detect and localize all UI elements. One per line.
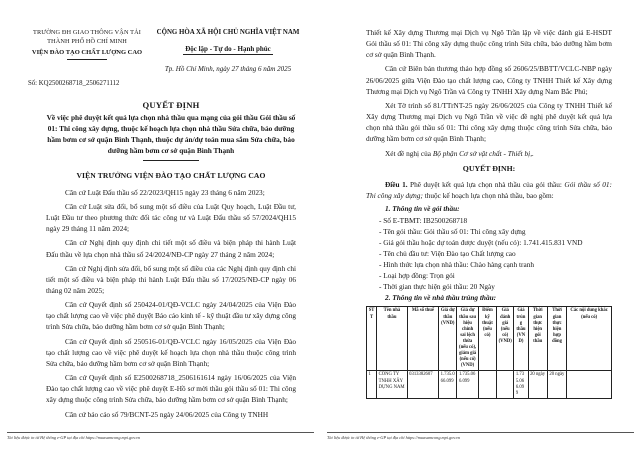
- table-cell-stt: 1: [367, 371, 377, 398]
- national-header-block: [146, 29, 306, 73]
- article-1-tail: thuộc kế hoạch lựa chọn nhà thầu, bao gồm:: [422, 190, 554, 200]
- info-item: - Thời gian thực hiện gói thầu: 20 Ngày: [379, 281, 495, 291]
- table-row: [367, 371, 612, 398]
- national-motto: Độc lập - Tự do - Hạnh phúc: [183, 45, 273, 56]
- info-item: - Tên gói thầu: Gói thầu số 01: Thi công xây dựng: [379, 226, 526, 236]
- article-1-text: Phê duyệt kết quả lựa chọn nhà thầu của gói thầu:: [407, 179, 565, 189]
- winning-bidder-table: [366, 306, 612, 399]
- table-cell-tax-code: 0313382607: [407, 371, 439, 398]
- decision-title: QUYẾT ĐỊNH: [142, 99, 200, 110]
- title-block: [46, 100, 296, 180]
- table-header-cell: Thời gian thực hiện gói thầu: [528, 307, 547, 371]
- legal-basis-paragraph: Căn cứ Luật sửa đổi, bổ sung một số điều của Luật Quy hoạch, Luật Đầu tư, Luật Đầu tư theo phương thức đối tác công tư và Luật Đấu thầu số 57/2024/QH15 ngày 29 tháng 11 năm 2024;: [46, 201, 296, 234]
- page-footer-note: Tài liệu được in từ Hệ thống e-GP tại địa chỉ https://muasamcong.mpi.gov.vn: [7, 432, 314, 440]
- table-header-cell: Điểm kỹ thuật (nếu có): [478, 307, 496, 371]
- doc-number: Số: KQ2500268718_2506271112: [28, 79, 120, 87]
- page2-body: [366, 27, 612, 399]
- legal-basis-paragraph: Căn cứ Quyết định số 250424-01/QĐ-VCLC ngày 24/04/2025 của Viện Đào tạo chất lượng cao về việc phê duyệt Báo cáo kinh tế - kỹ thuật đầu tư xây dựng công trình Sửa chữa, bảo dưỡng hầm bơm cơ sở quận Bình Thạnh;: [46, 300, 296, 332]
- table-cell-other: [567, 371, 612, 398]
- proposal-italic: Bộ phận Cơ sở vật chất - Thiết bị,.: [432, 148, 534, 158]
- section-1-heading: 1. Thông tin về gói thầu:: [385, 203, 460, 213]
- decision-subtitle: Về việc phê duyệt kết quả lựa chọn nhà thầu qua mạng của gói thầu Gói thầu số 01: Thi công xây dựng, thuộc kế hoạch lựa chọn nhà thầu Sửa chữa, bảo dưỡng hầm bơm cơ sở quận Bình Thạnh, thuộc dự án/dự toán mua sắm Sửa chữa, bảo dưỡng hầm bơm cơ sở quận Bình Thạnh: [46, 112, 296, 155]
- legal-basis-paragraph: Căn cứ báo cáo số 79/BCNT-25 ngày 24/06/2025 của Công ty TNHH: [65, 409, 269, 419]
- table-header-cell: Giá dự thầu (VND): [439, 307, 457, 371]
- legal-basis-paragraph: Căn cứ Quyết định số 250516-01/QĐ-VCLC ngày 16/05/2025 của Viện Đào tạo chất lượng cao về việc phê duyệt kế hoạch lựa chọn nhà thầu thuộc công trình Sửa chữa, bảo dưỡng hầm bơm cơ sở quận Bình Thạnh;: [46, 336, 296, 368]
- legal-basis-paragraph: Căn cứ Quyết định số E2500268718_2506161614 ngày 16/06/2025 của Viện Đào tạo chất lượng cao về việc phê duyệt E-Hồ sơ mời thầu gói thầu số 01: Thi công xây dựng thuộc công trình Sửa chữa, bảo dưỡng hầm bơm cơ sở quận Bình Thạnh;: [46, 373, 296, 405]
- article-1: [366, 179, 612, 201]
- table-header-cell: Mã số thuế: [407, 307, 439, 371]
- table-cell-evaluated-price: [497, 371, 514, 398]
- info-item: - Giá gói thầu hoặc dự toán được duyệt (nếu có): 1.741.415.831 VND: [379, 237, 583, 247]
- table-cell-adjusted-price: 1.735.066.099: [457, 371, 478, 398]
- table-header-cell: Giá dự thầu sau hiệu chỉnh sai lệch thừa (nếu có), giảm giá (nếu có) (VND): [457, 307, 478, 371]
- table-cell-tech-score: [478, 371, 496, 398]
- info-item: - Số E-TBMT: IB2500268718: [379, 215, 468, 225]
- legal-basis-paragraph: Căn cứ Luật Đấu thầu số 22/2023/QH15 ngày 23 tháng 6 năm 2023;: [65, 187, 265, 197]
- table-cell-bidder-name: CÔNG TY TNHH XÂY DỰNG NAM: [377, 371, 407, 398]
- legal-basis-paragraph: Căn cứ Nghị định quy định chi tiết một số điều và biện pháp thi hành Luật Đấu thầu về lựa chọn nhà thầu số 24/2024/NĐ-CP ngày 27 tháng 2 năm 2024;: [46, 238, 296, 259]
- article-1-italic: Gói thầu số 01: Thi công xây dựng;: [366, 179, 612, 200]
- table-header-cell: Các nội dung khác (nếu có): [567, 307, 612, 371]
- parent-org-name: TRƯỜNG ĐH GIAO THÔNG VẬN TẢI THÀNH PHỐ HỒ CHÍ MINH: [33, 29, 141, 45]
- place-date: Tp. Hồ Chí Minh, ngày 27 tháng 6 năm 2025: [164, 64, 292, 73]
- page-2: [320, 0, 640, 452]
- table-cell-winning-price: 1.735.066.099: [514, 371, 528, 398]
- table-header-cell: Thời gian thực hiện hợp đồng: [547, 307, 566, 371]
- national-title: CỘNG HÒA XÃ HỘI CHỦ NGHĨA VIỆT NAM: [156, 29, 300, 36]
- article-1-label: Điều 1.: [385, 179, 408, 189]
- info-item: - Hình thức lựa chọn nhà thầu: Chào hàng cạnh tranh: [379, 259, 535, 269]
- body-paragraph: Thiết kế Xây dựng Thương mại Dịch vụ Ngô Trần lập về việc đánh giá E-HSDT Gói thầu số 01: Thi công xây dựng thuộc công trình Sửa chữa, bảo dưỡng hầm bơm cơ sở quận Bình Thạnh.: [366, 28, 612, 60]
- issuing-org-block: [28, 29, 146, 73]
- table-cell-contract-duration: 20 ngày: [547, 371, 566, 398]
- proposal-prefix: Xét đề nghị của: [385, 148, 433, 158]
- proposal-line: [366, 148, 612, 159]
- table-header-row: [367, 307, 612, 371]
- page1-header: [28, 29, 306, 73]
- table-cell-bid-price: 1.735.066.099: [439, 371, 457, 398]
- table-header-cell: Giá trúng thầu (VND): [514, 307, 528, 371]
- table-header-cell: STT: [367, 307, 377, 371]
- section-2-heading: 2. Thông tin về nhà thầu trúng thầu:: [385, 293, 497, 303]
- page-footer-note: Tài liệu được in từ Hệ thống e-GP tại địa chỉ https://muasamcong.mpi.gov.vn: [327, 432, 634, 440]
- table-cell-duration: 20 ngày: [528, 371, 547, 398]
- legal-basis-paragraph: Căn cứ Nghị định sửa đổi, bổ sung một số điều của các Nghị định quy định chi tiết một số điều và biện pháp thi hành Luật Đấu thầu số 17/2025/NĐ-CP ngày 06 tháng 02 năm 2025;: [46, 263, 296, 295]
- table-header-cell: Tên nhà thầu: [377, 307, 407, 371]
- page1-body: [46, 187, 296, 420]
- decision-heading: QUYẾT ĐỊNH:: [462, 163, 516, 173]
- title-underline: [143, 160, 199, 161]
- table-header-cell: Giá đánh giá (nếu có) (VND): [497, 307, 514, 371]
- authority-title: VIỆN TRƯỞNG VIỆN ĐÀO TẠO CHẤT LƯỢNG CAO: [76, 170, 266, 180]
- info-item: - Loại hợp đồng: Trọn gói: [379, 270, 455, 280]
- info-item: - Tên chủ đầu tư: Viện Đào tạo Chất lượng cao: [379, 248, 516, 258]
- body-paragraph: Xét Tờ trình số 81/TTrNT-25 ngày 26/06/2025 của Công ty TNHH Thiết kế Xây dựng Thương mại Dịch vụ Ngô Trần về việc đề nghị phê duyệt kết quả lựa chọn nhà thầu gói thầu số 01: Thi công xây dựng thuộc công trình Sửa chữa, bảo dưỡng hầm bơm cơ sở quận Bình Thạnh;: [366, 100, 612, 144]
- org-name: VIỆN ĐÀO TẠO CHẤT LƯỢNG CAO: [31, 48, 143, 56]
- body-paragraph: Căn cứ Biên bản thương thảo hợp đồng số 2606/25/BBTT/VCLC-NBP ngày 26/06/2025 giữa Viện Đào tạo chất lượng cao, Công ty TNHH Thiết kế Xây dựng Thương mại Dịch vụ Ngô Trần và Công ty TNHH Xây dựng Nam Bắc Phú;: [366, 64, 612, 96]
- org-underline: [67, 59, 107, 60]
